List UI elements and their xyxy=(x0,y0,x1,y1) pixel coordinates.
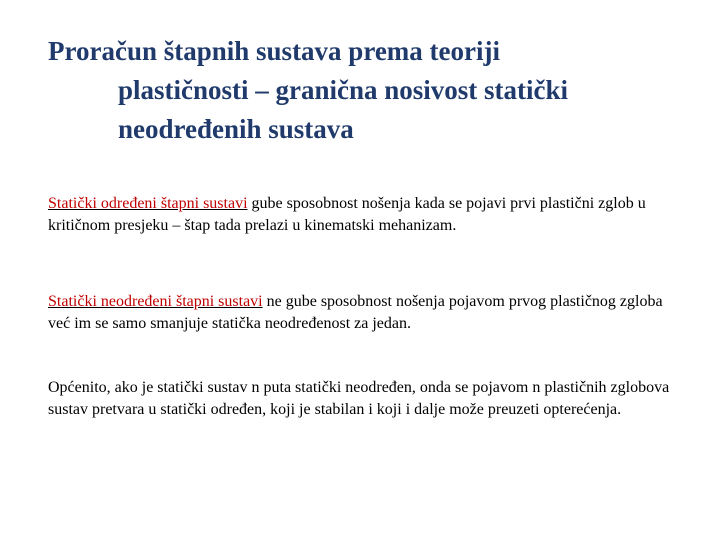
paragraph-statically-determinate xyxy=(48,193,688,237)
paragraph-text: ne gube sposobnost nošenja pojavom prvog plastičnog zgloba već im se samo smanjuje statička neodređenost za jedan. xyxy=(48,293,663,332)
paragraph-text: gube sposobnost nošenja kada se pojavi prvi plastični zglob u kritičnom presjeku – štap tada prelazi u kinematski mehanizam. xyxy=(48,195,646,234)
paragraph-statically-indeterminate xyxy=(48,291,688,335)
paragraph-text: Općenito, ako je statički sustav n puta statički neodređen, onda se pojavom n plastičnih zglobova sustav pretvara u statički određen, koji je stabilan i koji i dalje može preuzeti opterećenja. xyxy=(48,379,670,418)
paragraph-general xyxy=(48,377,688,421)
title-line-3: neodređenih sustava xyxy=(118,114,354,144)
highlight-statically-indeterminate: Statički neodređeni štapni sustavi xyxy=(48,293,263,310)
title-line-1: Proračun štapnih sustava prema teoriji xyxy=(48,36,500,66)
highlight-statically-determinate: Statički određeni štapni sustavi xyxy=(48,195,248,212)
slide-title xyxy=(48,32,688,149)
title-line-2: plastičnosti – granična nosivost statički xyxy=(118,75,569,105)
